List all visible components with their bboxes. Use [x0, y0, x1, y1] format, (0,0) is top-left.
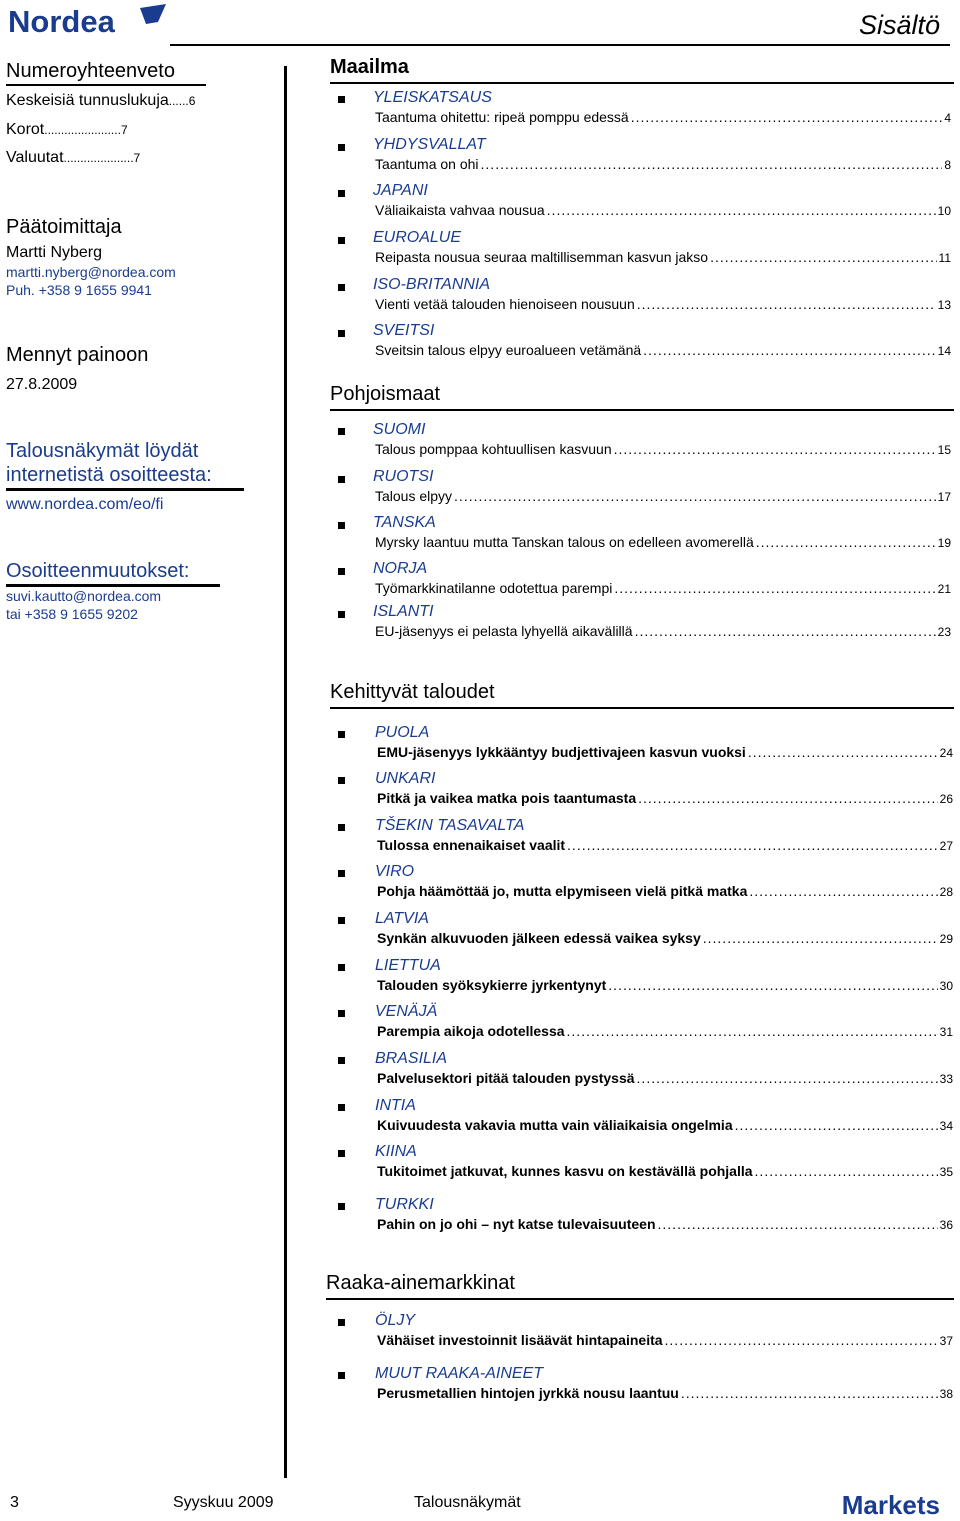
- toc-category: ISO-BRITANNIA: [373, 276, 491, 293]
- summary-item[interactable]: Keskeisiä tunnuslukuja......6: [6, 92, 196, 109]
- toc-entry[interactable]: Reipasta nousua seuraa maltillisemman kasvun jakso ..... 11: [375, 249, 951, 265]
- section-divider: [330, 409, 954, 411]
- toc-entry[interactable]: EMU-jäsenyys lykkääntyy budjettivajeen kasvun vuoksi ..... 24: [377, 744, 953, 760]
- section-divider: [326, 1298, 954, 1300]
- address-change-heading: Osoitteenmuutokset:: [6, 560, 190, 582]
- toc-category: INTIA: [375, 1097, 416, 1114]
- page-title: Sisältö: [858, 10, 940, 40]
- toc-entry[interactable]: Kuivuudesta vakavia mutta vain väliaikaisia ongelmia ..... 34: [377, 1117, 953, 1133]
- toc-entry[interactable]: Pitkä ja vaikea matka pois taantumasta ..... 26: [377, 790, 953, 806]
- toc-category: EUROALUE: [373, 229, 462, 246]
- toc-entry[interactable]: EU-jäsenyys ei pelasta lyhyellä aikavälillä ..... 23: [375, 623, 951, 639]
- bullet-icon: [338, 144, 345, 151]
- toc-entry[interactable]: Tukitoimet jatkuvat, kunnes kasvu on kestävällä pohjalla ..... 35: [377, 1163, 953, 1179]
- toc-category: SVEITSI: [373, 322, 435, 339]
- toc-entry[interactable]: Työmarkkinatilanne odotettua parempi ..... 21: [375, 580, 951, 596]
- toc-entry[interactable]: Synkän alkuvuoden jälkeen edessä vaikea syksy ..... 29: [377, 930, 953, 946]
- toc-category: BRASILIA: [375, 1050, 448, 1067]
- web-url-link[interactable]: www.nordea.com/eo/fi: [6, 496, 164, 513]
- bullet-icon: [338, 870, 345, 877]
- toc-entry[interactable]: Sveitsin talous elpyy euroalueen vetämänä ..... 14: [375, 342, 951, 358]
- logo-text: Nordea: [8, 4, 115, 38]
- section-title: Kehittyvät taloudet: [330, 681, 495, 703]
- toc-entry[interactable]: Tulossa ennenaikaiset vaalit ..... 27: [377, 837, 953, 853]
- toc-category: TANSKA: [373, 514, 436, 531]
- toc-category: TURKKI: [375, 1196, 434, 1213]
- editor-name: Martti Nyberg: [6, 244, 103, 261]
- toc-category: RUOTSI: [373, 468, 434, 485]
- web-heading-line-1: Talousnäkymät löydät: [6, 440, 199, 462]
- toc-category: NORJA: [373, 560, 428, 577]
- bullet-icon: [338, 1010, 345, 1017]
- toc-category: SUOMI: [373, 421, 426, 438]
- bullet-icon: [338, 476, 345, 483]
- toc-entry[interactable]: Palvelusektori pitää talouden pystyssä ..... 33: [377, 1070, 953, 1086]
- toc-category: MUUT RAAKA-AINEET: [375, 1365, 544, 1382]
- toc-category: LATVIA: [375, 910, 429, 927]
- bullet-icon: [338, 237, 345, 244]
- toc-category: ÖLJY: [375, 1312, 416, 1329]
- publication-name: Talousnäkymät: [414, 1494, 521, 1511]
- toc-category: LIETTUA: [375, 957, 441, 974]
- web-heading-line-2: internetistä osoitteesta:: [6, 464, 212, 486]
- address-change-underline: [6, 584, 220, 587]
- section-title: Maailma: [330, 56, 409, 78]
- summary-heading: Numeroyhteenveto: [6, 60, 175, 82]
- toc-entry[interactable]: Talouden syöksykierre jyrkentynyt ..... 30: [377, 977, 953, 993]
- toc-entry[interactable]: Vähäiset investoinnit lisäävät hintapaineita ..... 37: [377, 1332, 953, 1348]
- nordea-logo-mark: [8, 2, 168, 38]
- toc-entry[interactable]: Pahin on jo ohi – nyt katse tulevaisuuteen ..... 36: [377, 1216, 953, 1232]
- editor-email[interactable]: martti.nyberg@nordea.com: [6, 264, 176, 280]
- web-heading-underline: [6, 488, 244, 491]
- bullet-icon: [338, 190, 345, 197]
- bullet-icon: [338, 611, 345, 618]
- bullet-icon: [338, 284, 345, 291]
- bullet-icon: [338, 731, 345, 738]
- printed-heading: Mennyt painoon: [6, 344, 149, 366]
- section-title: Pohjoismaat: [330, 383, 441, 405]
- bullet-icon: [338, 1372, 345, 1379]
- section-divider: [330, 82, 954, 84]
- bullet-icon: [338, 96, 345, 103]
- summary-item[interactable]: Valuutat.....................7: [6, 149, 141, 166]
- issue-date: Syyskuu 2009: [173, 1494, 274, 1511]
- markets-logo: Markets: [841, 1490, 940, 1520]
- editor-phone: Puh. +358 9 1655 9941: [6, 282, 152, 298]
- bullet-icon: [338, 964, 345, 971]
- bullet-icon: [338, 522, 345, 529]
- bullet-icon: [338, 1150, 345, 1157]
- bullet-icon: [338, 1319, 345, 1326]
- summary-item[interactable]: Korot.......................7: [6, 121, 128, 138]
- toc-entry[interactable]: Talous elpyy ..... 17: [375, 488, 951, 504]
- sail-icon: [140, 4, 166, 24]
- page-number: 3: [10, 1494, 19, 1511]
- bullet-icon: [338, 917, 345, 924]
- summary-heading-underline: [6, 84, 206, 86]
- bullet-icon: [338, 777, 345, 784]
- toc-entry[interactable]: Parempia aikoja odotellessa ..... 31: [377, 1023, 953, 1039]
- bullet-icon: [338, 1104, 345, 1111]
- toc-category: VIRO: [375, 863, 415, 880]
- printed-date: 27.8.2009: [6, 376, 78, 393]
- section-title: Raaka-ainemarkkinat: [326, 1272, 515, 1294]
- bullet-icon: [338, 428, 345, 435]
- toc-entry[interactable]: Pohja häämöttää jo, mutta elpymiseen vielä pitkä matka ..... 28: [377, 883, 953, 899]
- address-change-email[interactable]: suvi.kautto@nordea.com: [6, 588, 162, 604]
- toc-entry[interactable]: Taantuma ohitettu: ripeä pomppu edessä ..... 4: [375, 109, 951, 125]
- bullet-icon: [338, 824, 345, 831]
- toc-entry[interactable]: Väliaikaista vahvaa nousua ..... 10: [375, 202, 951, 218]
- bullet-icon: [338, 568, 345, 575]
- bullet-icon: [338, 1057, 345, 1064]
- toc-category: VENÄJÄ: [375, 1003, 438, 1020]
- toc-category: PUOLA: [375, 724, 430, 741]
- address-change-phone: tai +358 9 1655 9202: [6, 606, 138, 622]
- editor-heading: Päätoimittaja: [6, 216, 122, 238]
- toc-category: TŠEKIN TASAVALTA: [375, 817, 525, 834]
- toc-entry[interactable]: Taantuma on ohi ..... 8: [375, 156, 951, 172]
- sidebar-divider: [284, 66, 287, 1478]
- toc-entry[interactable]: Vienti vetää talouden hienoiseen nousuun ..... 13: [375, 296, 951, 312]
- nordea-logo: [8, 2, 168, 38]
- toc-entry[interactable]: Myrsky laantuu mutta Tanskan talous on edelleen avomerellä ..... 19: [375, 534, 951, 550]
- toc-entry[interactable]: Talous pomppaa kohtuullisen kasvuun ..... 15: [375, 441, 951, 457]
- toc-category: ISLANTI: [373, 603, 434, 620]
- toc-category: KIINA: [375, 1143, 417, 1160]
- bullet-icon: [338, 330, 345, 337]
- toc-category: UNKARI: [375, 770, 436, 787]
- toc-entry[interactable]: Perusmetallien hintojen jyrkkä nousu laantuu ..... 38: [377, 1385, 953, 1401]
- toc-category: YLEISKATSAUS: [373, 89, 492, 106]
- bullet-icon: [338, 1203, 345, 1210]
- toc-category: JAPANI: [373, 182, 428, 199]
- header-divider: [170, 44, 950, 46]
- toc-category: YHDYSVALLAT: [373, 136, 486, 153]
- section-divider: [330, 707, 954, 709]
